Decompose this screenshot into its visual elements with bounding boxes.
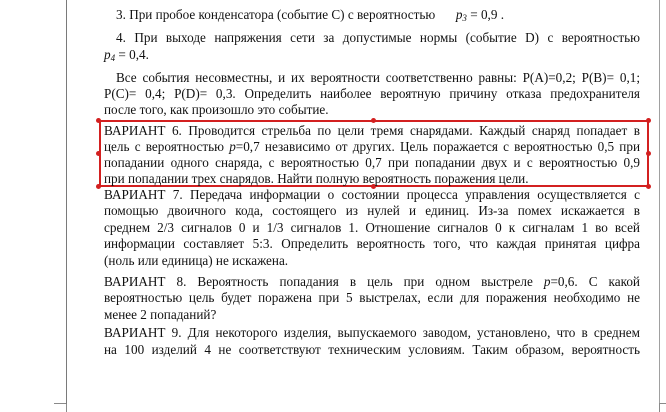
variant-7-line-4: информации составляет 5:3. Определить вероятность того, что каждая принятая цифра — [104, 236, 640, 251]
selection-handle-middle-left[interactable] — [96, 151, 101, 156]
variant-7-line-1: ВАРИАНТ 7. Передача информации о состоянии процесса управления осуществляется с — [104, 187, 640, 202]
item-3-value: = 0,9 . — [466, 7, 505, 22]
item-4-subscript: 4 — [110, 53, 116, 63]
selection-handle-bottom-left[interactable] — [96, 184, 101, 189]
item-4-line-2 — [104, 47, 149, 66]
selection-handle-top-left[interactable] — [96, 118, 101, 123]
variant-6-line-2 — [104, 139, 640, 155]
selection-handle-bottom-right[interactable] — [646, 184, 651, 189]
page-left-margin-line — [66, 0, 67, 412]
selection-handle-top-right[interactable] — [646, 118, 651, 123]
variant-7-line-5: (ноль или единица) не искажена. — [104, 253, 289, 268]
variant-8-line-1 — [104, 274, 640, 290]
corner-mark-right-vertical — [659, 404, 660, 412]
corner-mark-right — [659, 403, 666, 404]
variant-6-variable: p — [229, 139, 236, 154]
variant-6-text-a: цель с вероятностью — [104, 139, 230, 154]
events-line-3: после того, как произошло это событие. — [104, 102, 329, 117]
item-3-variable: p — [455, 7, 463, 22]
page-right-margin-line — [659, 0, 660, 412]
variant-6-line-3: попадании одного снаряда, с вероятностью 0,7 при попадании двух и с вероятностью 0,9 — [104, 155, 640, 170]
item-3-text: 3. При пробое конденсатора (событие С) с вероятностью — [116, 7, 436, 22]
variant-8-text-b: =0,6. С какой — [550, 274, 640, 289]
item-3-line-1 — [116, 7, 504, 26]
variant-8-variable: p — [543, 274, 551, 289]
item-4-variable: p — [104, 47, 111, 62]
item-4-value: = 0,4. — [115, 47, 149, 62]
variant-8-text-a: ВАРИАНТ 8. Вероятность попадания в цель при одном выстреле — [104, 274, 544, 289]
selection-handle-middle-right[interactable] — [646, 151, 651, 156]
variant-7-line-2: помощью двоичного кода, состоящего из нулей и единиц. Из-за помех искажается в — [104, 203, 640, 218]
variant-8-line-3: менее 2 попаданий? — [104, 307, 217, 322]
events-line-1: Все события несовместны, и их вероятности соответственно равны: P(A)=0,2; P(B)= 0,1; — [116, 70, 640, 85]
item-4-line-1: 4. При выходе напряжения сети за допустимые нормы (событие D) с вероятностью — [116, 30, 640, 45]
corner-mark-left-vertical — [66, 404, 67, 412]
variant-7-line-3: среднем 2/3 сигналов 0 и 1/3 сигналов 1. Отношение сигналов 0 к сигналам 1 во всей — [104, 220, 640, 235]
events-line-2: P(C)= 0,4; P(D)= 0,3. Определить наиболее вероятную причину отказа предохранителя — [104, 86, 640, 101]
variant-8-line-2: вероятностью цель будет поражена при 5 выстрелах, если для поражения необходимо не — [104, 290, 640, 305]
variant-9-line-1: ВАРИАНТ 9. Для некоторого изделия, выпускаемого заводом, установлено, что в среднем — [104, 325, 640, 340]
variant-6-line-1: ВАРИАНТ 6. Проводится стрельба по цели тремя снарядами. Каждый снаряд попадает в — [104, 123, 640, 138]
corner-mark-left — [54, 403, 66, 404]
variant-9-line-2: на 100 изделий 4 не соответствуют техническим условиям. Таким образом, вероятность — [104, 342, 640, 357]
variant-6-line-4: при попадании трех снарядов. Найти полную вероятность поражения цели. — [104, 171, 529, 186]
item-3-subscript: 3 — [462, 13, 467, 23]
variant-6-text-b: =0,7 независимо от других. Цель поражается с вероятностью 0,5 при — [235, 139, 640, 154]
